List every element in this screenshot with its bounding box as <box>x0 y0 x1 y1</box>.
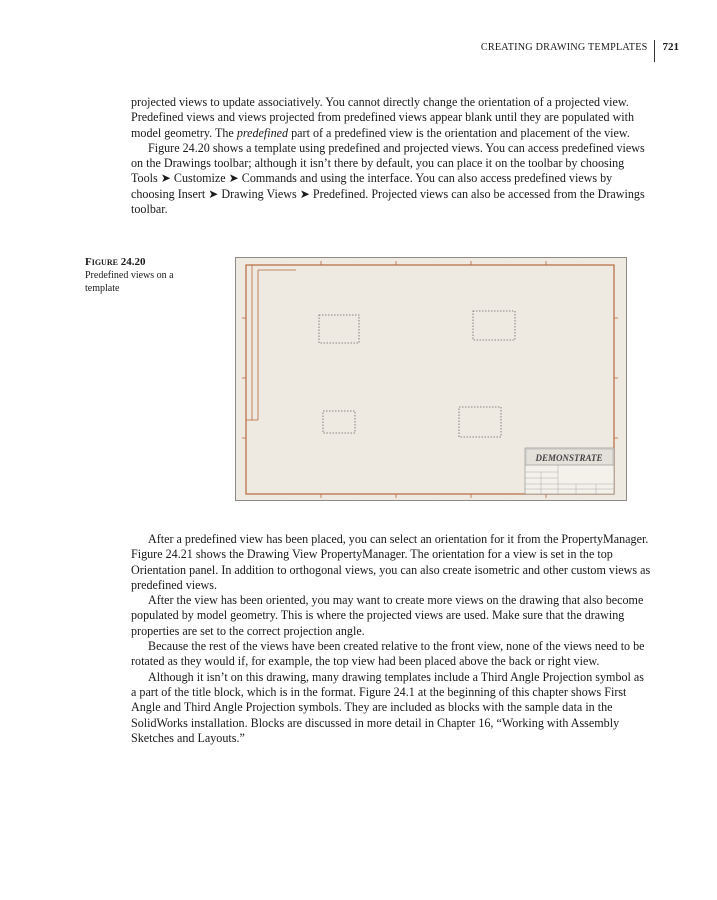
svg-text:·: · <box>508 496 509 500</box>
projected-view-placeholder <box>323 411 355 433</box>
svg-text:·: · <box>358 496 359 500</box>
svg-text:·: · <box>242 350 243 354</box>
title-block <box>525 448 614 494</box>
svg-text:·: · <box>434 496 435 500</box>
svg-text:·: · <box>242 405 243 409</box>
svg-text:·: · <box>617 350 618 354</box>
drawing-sheet <box>236 258 626 500</box>
svg-text:·: · <box>434 260 435 264</box>
svg-text:·: · <box>282 496 283 500</box>
title-block-logo: DEMONSTRATE <box>535 453 603 463</box>
paragraph-text: part of a predefined view is the orientation and placement of the view. <box>291 125 630 140</box>
running-title: CREATING DRAWING TEMPLATES <box>480 42 648 53</box>
paragraph: Because the rest of the views have been created relative to the front view, none of the views need to be rotated as they would if, for example, the top view had been placed above the back or right view. <box>131 639 645 669</box>
figure-caption <box>85 256 210 295</box>
paragraph-text: projected views to update associatively. You cannot directly change the orientation of a projected view. Predefined views and views projected from predefined views appear blank until they are populated with model geometry. The <box>131 95 635 140</box>
svg-text:·: · <box>242 465 243 469</box>
svg-text:·: · <box>581 260 582 264</box>
svg-text:·: · <box>508 260 509 264</box>
figure-label: Figure 24.20 <box>85 256 146 268</box>
running-header <box>481 40 679 62</box>
body-text-bottom <box>131 532 651 746</box>
svg-text:·: · <box>242 291 243 295</box>
paragraph <box>131 95 651 141</box>
page-number: 721 <box>662 41 679 53</box>
drawing-template-figure <box>235 257 627 501</box>
svg-text:·: · <box>617 291 618 295</box>
paragraph: Although it isn’t on this drawing, many drawing templates include a Third Angle Projection symbol as a part of the title block, which is in the format. Figure 24.1 at the beginning of this chapter shows First Angle and Third Angle Projection symbols. They are included as blocks with the sample data in the SolidWorks installation. Blocks are discussed in more detail in Chapter 16, “Working with Assembly Sketches and Layouts.” <box>131 669 645 745</box>
svg-text:·: · <box>617 405 618 409</box>
predefined-view-placeholder <box>473 311 515 340</box>
svg-text:·: · <box>581 496 582 500</box>
svg-text:·: · <box>358 260 359 264</box>
emphasis-text: predefined <box>236 125 289 140</box>
svg-text:·: · <box>617 465 618 469</box>
figure-caption-text: Predefined views on a template <box>85 270 174 294</box>
svg-text:·: · <box>282 260 283 264</box>
body-text-top <box>131 95 651 217</box>
paragraph: Figure 24.20 shows a template using predefined and projected views. You can access predefined views on the Drawings toolbar; although it isn’t there by default, you can place it on the toolbar by choosing Tools ➤ Customize ➤ Commands and using the interface. You can also access predefined views by choosing Insert ➤ Drawing Views ➤ Predefined. Projected views can also be accessed from the Drawings toolbar. <box>131 140 645 217</box>
predefined-view-placeholder <box>319 315 359 343</box>
projected-view-placeholder <box>459 407 501 437</box>
paragraph: After the view has been oriented, you may want to create more views on the drawing that also become populated by model geometry. This is where the projected views are used. Make sure that the drawing properties are set to the correct projection angle. <box>131 593 644 638</box>
paragraph: After a predefined view has been placed, you can select an orientation for it from the PropertyManager. Figure 24.21 shows the Drawing View PropertyManager. The orientation for a view is set in the top Orientation panel. In addition to orthogonal views, you can also create isometric and other custom views as predefined views. <box>131 532 651 592</box>
